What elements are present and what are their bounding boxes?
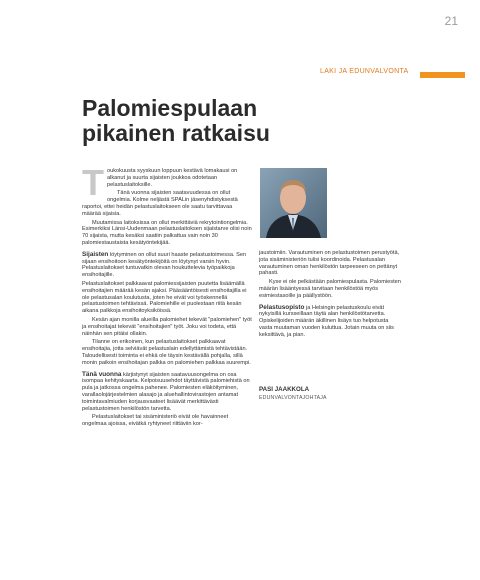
lead-word: Sijaisten bbox=[82, 250, 109, 258]
section-accent-bar bbox=[420, 72, 465, 78]
body-paragraph: Tänä vuonna sijaisten saatavuudessa on ollut ongelmia. Kolme neljästä SPALin jäsenyhdistyksestä raportoi, ettei heidän pelastuslaitokseen ole saatu tarvittavaa määrää sijaisia. bbox=[82, 190, 238, 217]
headline-line-1: Palomiespulaan bbox=[82, 95, 258, 121]
section-paragraph-sijaisten bbox=[82, 252, 252, 279]
author-name: PASI JAAKKOLA bbox=[259, 386, 310, 393]
right-column bbox=[259, 250, 402, 341]
section-text: löytyminen on ollut suuri haaste pelastustoimessa. Sen sijaan ensihoitoon kesätyöntekijöitä on löytynyt varsin hyvin. Pelastuslaitokset tuntuvatkin olevan houkuttelevia työpaikkoja ensihoitajille. bbox=[82, 251, 247, 279]
page-number: 21 bbox=[444, 14, 458, 28]
headline-line-2: pikainen ratkaisu bbox=[82, 120, 270, 146]
intro-text: oukokuusta syyskuun loppuun kestävä lomakausi on alkanut ja suurta sijaisten joukkoa odotetaan pelastuslaitoksille. bbox=[107, 168, 238, 188]
portrait-image bbox=[260, 168, 327, 238]
lead-word: Tänä vuonna bbox=[82, 370, 122, 378]
section-tag: LAKI JA EDUNVALVONTA bbox=[320, 68, 409, 75]
section-text: kärjistynyt sijaisten saatavuusongelma on osa isompaa kehityskaarta. Kelpoisuusehdot täyttävistä palomiehistä on pula ja jatkossa ongelma pahenee. Palomiesten eläköityminen, varallaolojärjestelmien alasajo ja aluehallintovirastojen antamat toimintavalmiuden korjausvaateet lisäävät merkittävästi pelastustoimen henkilöstön tarvetta. bbox=[82, 371, 250, 412]
intro-paragraph bbox=[82, 162, 252, 203]
body-paragraph: Pelastuslaitokset tai sisäministeriö eivät ole havainneet ongelmaa ajoissa, eivätkä ryhtyneet riittäviin kor- bbox=[82, 414, 229, 428]
section-paragraph-tana-vuonna bbox=[82, 372, 252, 413]
body-paragraph: Pelastuslaitokset palkkaavat palomiessijaisten puutetta lisäämällä ensihoitajien määrää kesän ajaksi. Pääsääntöisesti ensihoitajilla ei ole pelastusalan koulutusta, joten he eivät voi työskennellä pelastustoimen tehtävissä. Palomiehille ei puolestaan riitä kesän aikana palkkoja ensihoitoyksiköissä. bbox=[82, 280, 247, 315]
lead-word: Pelastusopisto bbox=[259, 303, 305, 311]
drop-cap: T bbox=[82, 162, 104, 203]
body-paragraph: jaustoimiin. Varautuminen on pelastustoimen perustyötä, jota sisäministeriön tulisi koordinoida. Pelastusalan varautuminen oman henkilöstön tarpeeseen on pettänyt pahasti. bbox=[259, 250, 400, 277]
section-paragraph-pelastusopisto bbox=[259, 305, 402, 339]
body-paragraph: Muutamissa laitoksissa on ollut merkittäviä rekrytointiongelmia. Esimerkiksi Länsi-Uudenmaan pelastuslaitoksen sijaistarve olisi noin 70 sijaista, mutta kesäksi saatiin palkattua vain noin 30 palomiestaustaista kesätyöntekijää. bbox=[82, 219, 252, 246]
author-title: EDUNVALVONTAJOHTAJA bbox=[259, 395, 327, 401]
section-text: ja Helsingin pelastuskoulu eivät nykyisillä kursseillaan täytä alan henkilöstötarvetta. Opiskelijoiden määrän äkillinen lisäys tuo helpotusta vasta muutaman vuoden kuluttua. Jotain muuta on siis keksittävä, ja pian. bbox=[259, 304, 394, 338]
body-paragraph: Kyse ei ole pelkästään palomiespulasta. Palomiesten määrän lisääntyessä tarvitaan henkilöstöä myös esimiestasoille ja päällystöön. bbox=[259, 279, 401, 299]
headline bbox=[82, 96, 402, 146]
body-paragraph: Kesän ajan monilla alueilla palomiehet tekevät "palomiehen" työt ja ensihoitajat tekevät "ensihoitajien" työt. Joku voi todeta, että näinhän sen pitäisi ollakin. bbox=[82, 316, 252, 337]
left-column bbox=[82, 162, 252, 430]
author-photo bbox=[260, 168, 327, 238]
body-paragraph: Tilanne on erikoinen, kun pelastuslaitokset palkkaavat ensihoitajia, jotta selviävät pelastuslain edellyttämistä tehtävistään. Taloudellisesti toiminta ei ehkä ole täysin kestävällä pohjalla, sillä monin paikoin ensihoitajan palkka on palomiehen palkkaa suurempi. bbox=[82, 339, 251, 366]
